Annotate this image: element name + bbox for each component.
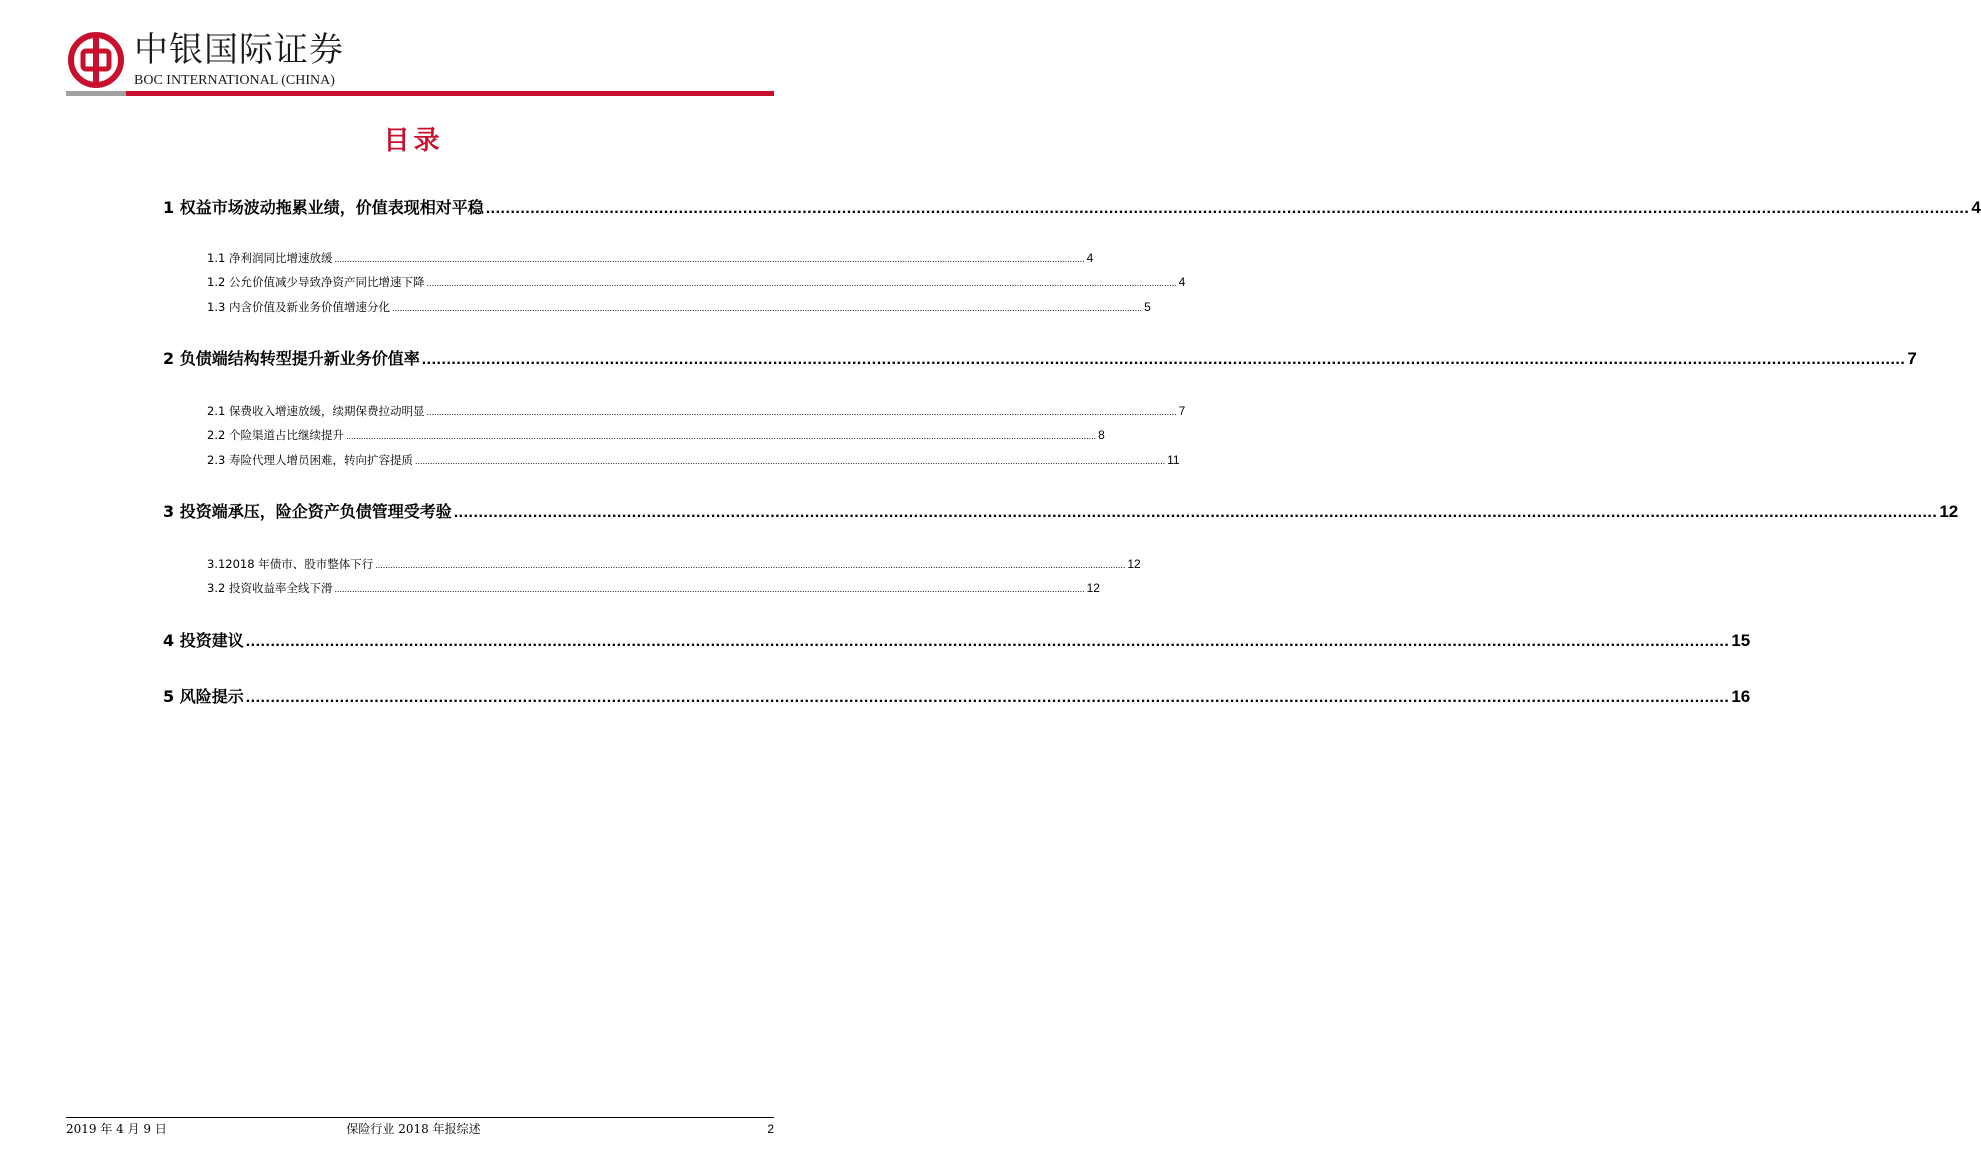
brand-name-cn: 中银国际证券 bbox=[134, 30, 344, 70]
toc-entry-label: 1.3 内含价值及新业务价值增速分化 bbox=[207, 300, 390, 314]
toc-leader-dots: ............................................................................................................................................................................................................................................................................................................ bbox=[334, 254, 1085, 264]
toc-leader-dots: ............................................................................................................................................................................................................................................................................................................ bbox=[421, 351, 1906, 368]
toc-entry-label: 1.1 净利润同比增速放缓 bbox=[207, 251, 333, 265]
footer-date: 2019 年 4 月 9 日 bbox=[66, 1122, 167, 1136]
toc-entry[interactable] bbox=[163, 348, 1917, 371]
toc-leader-dots: ............................................................................................................................................................................................................................................................................................................ bbox=[485, 200, 1970, 217]
toc-leader-dots: ............................................................................................................................................................................................................................................................................................................ bbox=[345, 431, 1097, 441]
toc-entry[interactable] bbox=[163, 501, 1959, 524]
toc-entry-label: 1.2 公允价值减少导致净资产同比增速下降 bbox=[207, 275, 425, 289]
toc-entry-page: 15 bbox=[1731, 631, 1751, 650]
toc-entry[interactable] bbox=[207, 274, 1186, 291]
toc-entry[interactable] bbox=[163, 686, 1751, 709]
toc-entry[interactable] bbox=[207, 452, 1180, 469]
toc-entry-page: 8 bbox=[1098, 428, 1105, 442]
footer-divider bbox=[66, 1117, 774, 1118]
toc-entry-label: 5 风险提示 bbox=[163, 687, 244, 706]
toc-entry[interactable] bbox=[207, 580, 1100, 597]
toc-entry-label: 3.2 投资收益率全线下滑 bbox=[207, 581, 333, 595]
toc-leader-dots: ............................................................................................................................................................................................................................................................................................................ bbox=[334, 584, 1085, 594]
toc-entry-label: 2 负债端结构转型提升新业务价值率 bbox=[163, 349, 420, 368]
footer-page-number: 2 bbox=[767, 1122, 774, 1136]
toc-entry-page: 5 bbox=[1144, 300, 1151, 314]
toc-entry[interactable] bbox=[207, 556, 1141, 573]
toc-entry-page: 4 bbox=[1178, 275, 1186, 289]
toc-entry[interactable] bbox=[207, 403, 1186, 420]
toc-entry[interactable] bbox=[207, 250, 1094, 267]
toc-entry-page: 12 bbox=[1939, 502, 1959, 521]
toc-entry[interactable] bbox=[163, 197, 1981, 220]
toc-entry-page: 4 bbox=[1086, 251, 1094, 265]
toc-leader-dots: ............................................................................................................................................................................................................................................................................................................ bbox=[375, 560, 1126, 570]
toc-entry-label: 2.1 保费收入增速放缓，续期保费拉动明显 bbox=[207, 404, 425, 418]
toc-title: 目录 bbox=[383, 126, 444, 156]
toc-entry-page: 12 bbox=[1127, 557, 1141, 571]
toc-entry-label: 2.2 个险渠道占比继续提升 bbox=[207, 428, 344, 442]
toc-entry-label: 3.12018 年债市、股市整体下行 bbox=[207, 557, 374, 571]
footer-report-title: 保险行业 2018 年报综述 bbox=[346, 1122, 481, 1136]
toc-entry-page: 4 bbox=[1971, 198, 1981, 217]
header-divider-gray bbox=[66, 91, 126, 96]
toc-entry-label: 1 权益市场波动拖累业绩，价值表现相对平稳 bbox=[163, 198, 484, 217]
toc-entry-page: 16 bbox=[1731, 687, 1751, 706]
toc-leader-dots: ............................................................................................................................................................................................................................................................................................................ bbox=[426, 278, 1177, 288]
toc-entry-page: 12 bbox=[1086, 581, 1100, 595]
toc-leader-dots: ............................................................................................................................................................................................................................................................................................................ bbox=[453, 504, 1938, 521]
boc-logo-icon bbox=[68, 32, 124, 88]
toc-entry-page: 7 bbox=[1907, 349, 1917, 368]
toc-leader-dots: ............................................................................................................................................................................................................................................................................................................ bbox=[245, 689, 1730, 706]
toc-entry-label: 4 投资建议 bbox=[163, 631, 244, 650]
toc-leader-dots: ............................................................................................................................................................................................................................................................................................................ bbox=[391, 303, 1143, 313]
toc-entry-page: 7 bbox=[1178, 404, 1186, 418]
toc-leader-dots: ............................................................................................................................................................................................................................................................................................................ bbox=[414, 456, 1166, 466]
toc-leader-dots: ............................................................................................................................................................................................................................................................................................................ bbox=[245, 633, 1730, 650]
toc-entry-page: 11 bbox=[1167, 453, 1180, 467]
header-divider-red bbox=[126, 91, 774, 96]
toc-entry[interactable] bbox=[207, 427, 1105, 444]
toc-entry[interactable] bbox=[207, 299, 1151, 316]
toc-entry-label: 3 投资端承压，险企资产负债管理受考验 bbox=[163, 502, 452, 521]
toc-entry[interactable] bbox=[163, 630, 1751, 653]
toc-entry-label: 2.3 寿险代理人增员困难，转向扩容提质 bbox=[207, 453, 413, 467]
toc-leader-dots: ............................................................................................................................................................................................................................................................................................................ bbox=[426, 407, 1177, 417]
brand-name-en: BOC INTERNATIONAL (CHINA) bbox=[134, 73, 335, 88]
